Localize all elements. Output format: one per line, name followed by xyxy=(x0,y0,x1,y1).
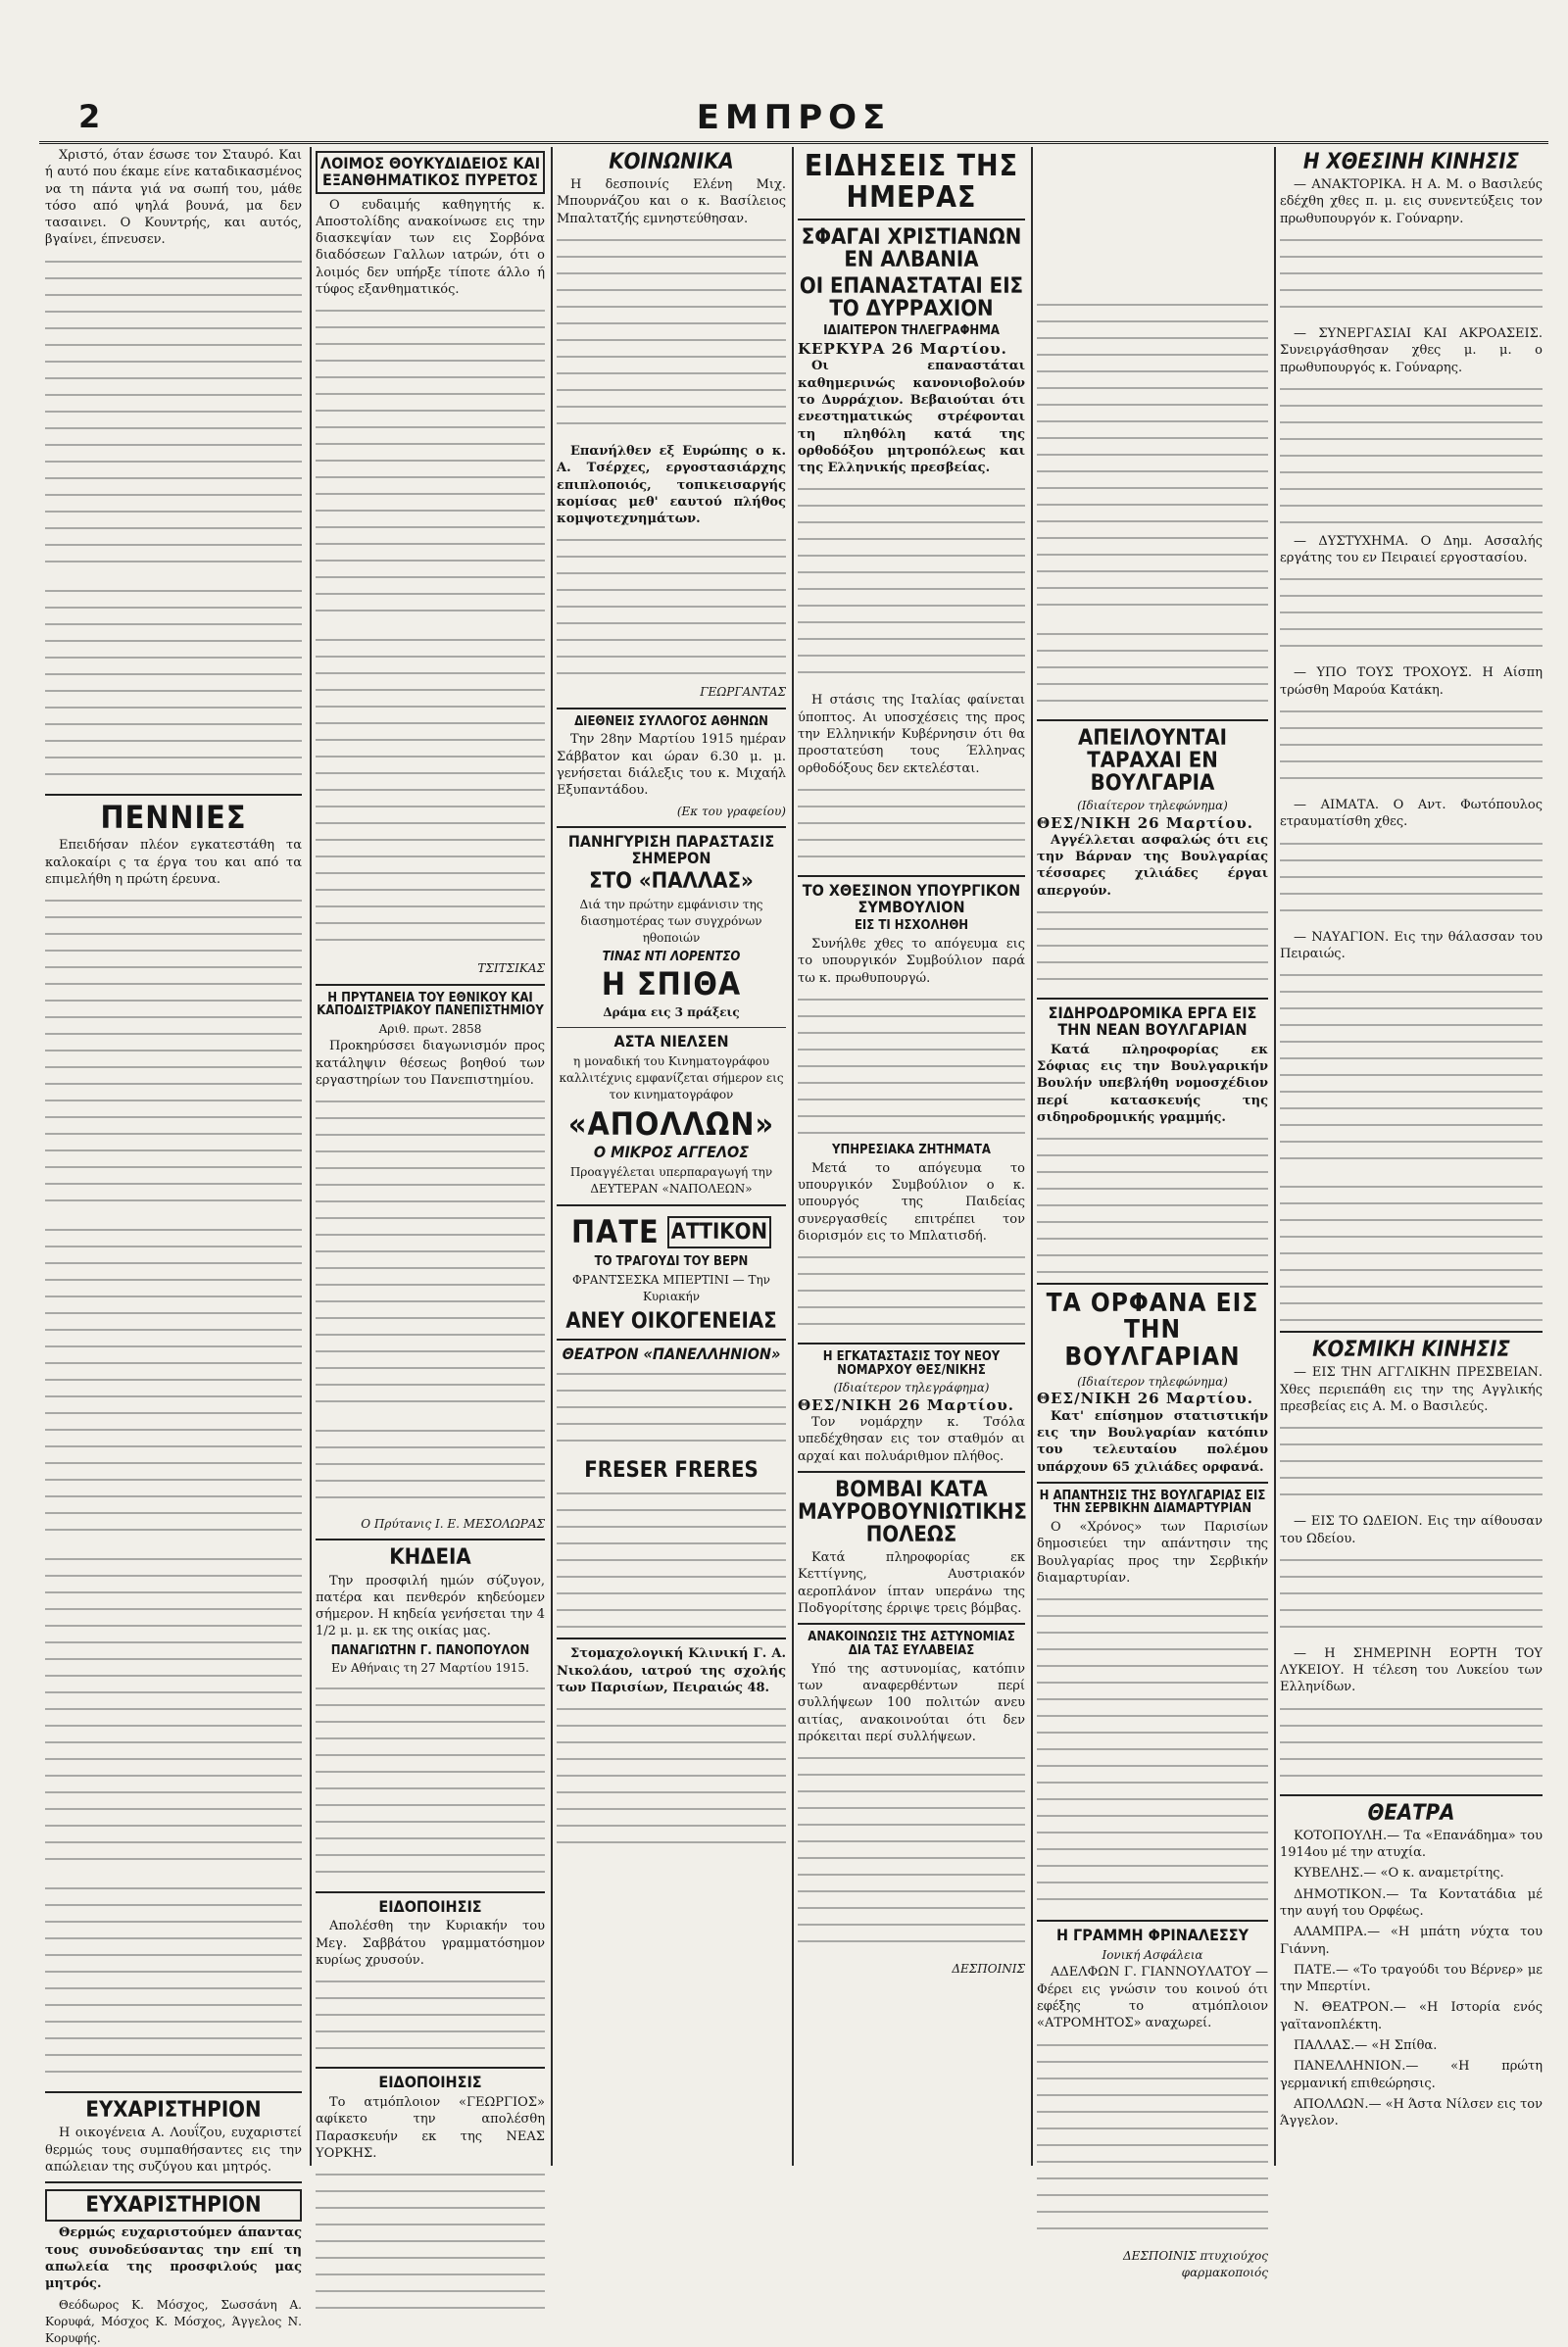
article-lead: Ο ευδαιμής καθηγητής κ. Αποστολίδης ανακοίνωσε εις την διασκεψίαν των εις Σορβόνα διαδόσεων Γαλλων ιατρών, ότι ο λοιμός δεν υπήρξε τίποτε άλλο ή τύφος εξανθηματικός. xyxy=(316,197,545,298)
signature: Ο Πρύτανις Ι. Ε. ΜΕΣΟΛΩΡΑΣ xyxy=(361,1517,545,1532)
section-heading: ΛΟΙΜΟΣ ΘΟΥΚΥΔΙΔΕΙΟΣ ΚΑΙ ΕΞΑΝΘΗΜΑΤΙΚΟΣ ΠΥΡΕΤΟΣ xyxy=(316,151,545,194)
column-rule xyxy=(792,147,794,2166)
article-text: Κατά πληροφορίας εκ Κεττίγνης, Αυστριακόν αεροπλάνον ίπταν υπεράνω της Ποδγορίτσης έρριψε τρεις βόμβας. xyxy=(798,1550,1025,1617)
main-headline: ΣΦΑΓΑΙ ΧΡΙΣΤΙΑΝΩΝ ΕΝ ΑΛΒΑΝΙΑ xyxy=(801,225,1022,273)
article-text: Τον νομάρχην κ. Τσόλα υπεδέχθησαν εις τον σταθμόν αι αρχαί και πολυάριθμον πλήθος. xyxy=(798,1415,1025,1464)
column-3 xyxy=(557,147,786,2166)
banner-space xyxy=(1037,147,1268,294)
text-block xyxy=(1037,904,1268,992)
text-block xyxy=(45,1221,302,1544)
article-text: Κατά πληροφορίας εκ Σόφιας εις την Βουλγαρικήν Βουλήν υπεβλήθη νομοσχέδιον περί κατασκευής της σιδηροδρομικής γραμμής. xyxy=(1037,1042,1268,1125)
article-text: Την 28ην Μαρτίου 1915 ημέραν Σάββατον και ώραν 6.30 μ. μ. γενήσεται διάλεξις του κ. Μιχαήλ Εξυπαντάδου. xyxy=(557,732,786,799)
divider xyxy=(798,219,1025,220)
divider xyxy=(1037,998,1268,1000)
article-text: Υπό της αστυνομίας, κατόπιν των αναφερθέντων περί συλλήψεων 100 πολιτών ανευ αιτίας, ανακοινούται ότι δεν πρόκειται περί συλλήψεων. xyxy=(798,1661,1025,1744)
text-block xyxy=(316,1680,545,1885)
text-block xyxy=(45,582,302,788)
section-heading: ΠΕΝΝΙΕΣ xyxy=(100,798,247,836)
masthead xyxy=(39,96,1548,144)
article-lead: Συνήλθε χθες το απόγευμα εις το υπουργικόν Συμβούλιον παρά τω κ. πρωθυπουργώ. xyxy=(798,937,1025,986)
headline-subtitle: ΕΙΣ ΤΙ ΗΣΧΟΛΗΘΗ xyxy=(854,918,969,934)
news-item: — ΣΥΝΕΡΓΑΣΙΑΙ ΚΑΙ ΑΚΡΟΑΣΕΙΣ. Συνειργάσθησαν χθες μ. μ. ο πρωθυπουργός κ. Γούναρης. xyxy=(1280,325,1543,375)
text-block xyxy=(1037,625,1268,713)
text-block xyxy=(1037,2036,1268,2242)
section-heading: ΕΥΧΑΡΙΣΤΗΡΙΟΝ xyxy=(85,2098,262,2124)
signature: ΓΕΩΡΓΑΝΤΑΣ xyxy=(700,685,786,700)
headline-subtitle: Ιονική Ασφάλεια xyxy=(1102,1948,1203,1963)
text-block xyxy=(1280,380,1543,527)
section-heading: Η ΧΘΕΣΙΝΗ ΚΙΝΗΣΙΣ xyxy=(1302,150,1520,174)
column-1 xyxy=(45,147,302,2346)
newspaper-title: ΕΜΠΡΟΣ xyxy=(696,98,892,137)
text-block xyxy=(316,1973,545,2061)
divider xyxy=(798,1343,1025,1345)
signature: ΤΣΙΤΣΙΚΑΣ xyxy=(477,961,545,976)
news-item: — ΑΝΑΚΤΟΡΙΚΑ. Η Α. Μ. ο Βασιλεύς εδέχθη χθες π. μ. εις συνεντεύξεις τον πρωθυπουργόν κ. Γούναρην. xyxy=(1280,177,1543,226)
text-block xyxy=(1280,835,1543,923)
article-text: Την προσφιλή ημών σύζυγον, πατέρα και πενθερόν κηδεύομεν σήμερον. Η κηδεία γενήσεται την 4 1/2 μ. μ. εκ της οικίας μας. xyxy=(316,1573,545,1639)
divider xyxy=(1037,719,1268,721)
article-lead: Αγγέλλεται ασφαλώς ότι εις την Βάρναν της Βουλγαρίας τέσσαρες χιλιάδες έργαι απεργούν. xyxy=(1037,832,1268,899)
article-text: Επανήλθεν εξ Ευρώπης ο κ. Α. Τσέρχες, εργοστασιάρχης επιπλοποιός, τοπικεισαργής κομίσας μεθ' εαυτού πλήθος κομψοτεχνημάτων. xyxy=(557,443,786,527)
theatre-list xyxy=(1280,1828,1543,2130)
note: (Εκ του γραφείου) xyxy=(676,804,786,818)
article-text: Μετά το απόγευμα το υπουργικόν Συμβούλιον ο κ. υπουργός της Παιδείας συνεργασθείς επιτρέπει τον διορισμόν εις το Μπλατισδή. xyxy=(798,1160,1025,1244)
ad-title: ΑΝΕΥ ΟΙΚΟΓΕΝΕΙΑΣ xyxy=(565,1308,777,1334)
text-block xyxy=(316,2166,545,2313)
news-item: — ΥΠΟ ΤΟΥΣ ΤΡΟΧΟΥΣ. Η Αίσπη τρώσθη Μαρούα Κατάκη. xyxy=(1280,665,1543,698)
page-number: 2 xyxy=(78,98,101,135)
text-block xyxy=(798,991,1025,1138)
text-block xyxy=(1280,1419,1543,1507)
divider xyxy=(316,1539,545,1540)
section-heading: ΣΙΔΗΡΟΔΡΟΜΙΚΑ ΕΡΓΑ ΕΙΣ ΤΗΝ ΝΕΑΝ ΒΟΥΛΓΑΡΙΑΝ xyxy=(1048,1003,1257,1039)
section-heading: Η ΠΡΥΤΑΝΕΙΑ ΤΟΥ ΕΘΝΙΚΟΥ ΚΑΙ ΚΑΠΟΔΙΣΤΡΙΑΚΟΥ ΠΑΝΕΠΙΣΤΗΜΙΟΥ xyxy=(317,990,544,1019)
article-text: Θερμώς ευχαριστούμεν άπαντας τους συνοδεύσαντας την επί τη απωλεία της προσφιλούς μας μητρός. xyxy=(45,2225,302,2292)
text-block xyxy=(316,1422,545,1510)
headline-subtitle: (Ιδιαίτερον τηλεγράφημα) xyxy=(833,1381,990,1395)
signature: ΔΕΣΠΟΙΝΙΣ xyxy=(952,1962,1025,1977)
theatre-listing: ΑΠΟΛΛΩΝ.— «Η Άστα Νίλσεν εις τον Άγγελον. xyxy=(1280,2096,1543,2129)
divider xyxy=(316,2067,545,2069)
column-6 xyxy=(1280,147,1543,2166)
ad-subtitle: Δράμα εις 3 πράξεις xyxy=(603,1004,740,1019)
section-heading: ΑΝΑΚΟΙΝΩΣΙΣ ΤΗΣ ΑΣΤΥΝΟΜΙΑΣ ΔΙΑ ΤΑΣ ΕΥΛΑΒΕΙΑΣ xyxy=(808,1630,1015,1658)
news-item: — Η ΣΗΜΕΡΙΝΗ ΕΟΡΤΗ ΤΟΥ ΛΥΚΕΙΟΥ. Η τέλεση του Λυκείου των Ελληνίδων. xyxy=(1280,1645,1543,1695)
ad-subtitle: ΤΟ ΤΡΑΓΟΥΔΙ ΤΟΥ ΒΕΡΝ xyxy=(594,1254,749,1270)
article-text: Ο «Χρόνος» των Παρισίων δημοσιεύει την απάντησιν της Βουλγαρίας προς την Σερβικήν διαμαρτυρίαν. xyxy=(1037,1520,1268,1586)
signature: ΔΕΣΠΟΙΝΙΣ πτυχιούχος φαρμακοποιός xyxy=(1122,2248,1268,2279)
section-heading: Η ΕΓΚΑΤΑΣΤΑΣΙΣ ΤΟΥ ΝΕΟΥ ΝΟΜΑΡΧΟΥ ΘΕΣ/ΝΙΚΗΣ xyxy=(822,1349,1001,1378)
text-block xyxy=(1037,1590,1268,1914)
ad-title: Ο ΜΙΚΡΟΣ ΑΓΓΕΛΟΣ xyxy=(593,1143,750,1162)
section-heading: ΕΥΧΑΡΙΣΤΗΡΙΟΝ xyxy=(45,2189,302,2222)
section-heading: Η ΑΠΑΝΤΗΣΙΣ ΤΗΣ ΒΟΥΛΓΑΡΙΑΣ ΕΙΣ ΤΗΝ ΣΕΡΒΙΚΗΝ ΔΙΑΜΑΡΤΥΡΙΑΝ xyxy=(1039,1488,1266,1517)
dateline: ΘΕΣ/ΝΙΚΗ 26 Μαρτίου. xyxy=(1037,1390,1253,1408)
text-block xyxy=(1280,231,1543,319)
text-block xyxy=(1280,1551,1543,1639)
article-lead: Η δεσποινίς Ελένη Μιχ. Μπουρνάζου και ο κ. Βασίλειος Μπαλτατζής εμνηστεύθησαν. xyxy=(557,177,786,226)
text-block xyxy=(1037,1130,1268,1277)
divider xyxy=(1037,1920,1268,1922)
divider xyxy=(1037,1482,1268,1484)
ad-text: ΦΡΑΝΤΣΕΣΚΑ ΜΠΕΡΤΙΝΙ — Την Κυριακήν xyxy=(572,1272,770,1304)
section-heading: ΤΑ ΟΡΦΑΝΑ ΕΙΣ ΤΗΝ ΒΟΥΛΓΑΡΙΑΝ xyxy=(1046,1289,1259,1372)
divider xyxy=(316,984,545,986)
news-item: — ΕΙΣ ΤΗΝ ΑΓΓΛΙΚΗΝ ΠΡΕΣΒΕΙΑΝ. Χθες περιεπάθη εις την της Αγγλικής πρεσβείας εις Α. Μ. ο Βασιλεύς. xyxy=(1280,1365,1543,1414)
headline-subtitle: ΙΔΙΑΙΤΕΡΟΝ ΤΗΛΕΓΡΑΦΗΜΑ xyxy=(823,323,1000,339)
ad-title: ΠΑΤΕ xyxy=(570,1212,660,1250)
main-headline: ΟΙ ΕΠΑΝΑΣΤΑΤΑΙ ΕΙΣ ΤΟ ΔΥΡΡΑΧΙΟΝ xyxy=(799,274,1024,322)
column-5 xyxy=(1037,147,1268,2279)
article-text: Απολέσθη την Κυριακήν του Μεγ. Σαββάτου γραμματόσημον κυρίως χρυσούν. xyxy=(316,1919,545,1969)
ad-title: FRESER FRERES xyxy=(584,1458,759,1484)
ad-text: η μοναδική του Κινηματογράφου καλλιτέχνις εμφανίζεται σήμερον εις τον κινηματογράφον xyxy=(559,1053,784,1102)
text-block xyxy=(557,531,786,678)
text-block xyxy=(557,1485,786,1632)
theatre-listing: ΠΑΤΕ.— «Το τραγούδι του Βέρνερ» με την Μπερτίνι. xyxy=(1280,1962,1543,1995)
column-2 xyxy=(316,147,545,2166)
divider xyxy=(557,826,786,828)
article-text: Χριστό, όταν έσωσε τον Σταυρό. Και ή αυτό που έκαμε είνε καταδικασμένος να τη πάντα γιά να σωπή του, μάθε τόσο από ψηλά βουνά, μα δεν τασαινει. Ο Κουντρής, και αυτός, βγαίνει, έπνευσεν. xyxy=(45,148,302,248)
divider xyxy=(557,1204,786,1206)
news-item: — ΕΙΣ ΤΟ ΩΔΕΙΟΝ. Εις την αίθουσαν του Ωδείου. xyxy=(1280,1514,1543,1546)
headline-subtitle: (Ιδιαίτερον τηλεφώνημα) xyxy=(1077,1375,1228,1390)
divider xyxy=(557,1027,786,1028)
divider xyxy=(557,1638,786,1639)
text-block xyxy=(45,1550,302,1874)
ad-actress: ΤΙΝΑΣ ΝΤΙ ΛΟΡΕΝΤΣΟ xyxy=(602,950,741,965)
ad-title: ΣΤΟ «ΠΑΛΛΑΣ» xyxy=(589,869,754,895)
text-block xyxy=(316,302,545,625)
divider xyxy=(1280,1794,1543,1796)
theatre-listing: ΚΟΤΟΠΟΥΛΗ.— Τα «Επανάδημα» του 1914ου μέ την ατυχία. xyxy=(1280,1828,1543,1861)
news-item: — ΝΑΥΑΓΙΟΝ. Εις την θάλασσαν του Πειραιώς. xyxy=(1280,929,1543,961)
text-block xyxy=(45,1880,302,2085)
text-block xyxy=(316,631,545,954)
theatre-listing: Ν. ΘΕΑΤΡΟΝ.— «Η Ιστορία ενός γαϊτανοπλέκτη. xyxy=(1280,2000,1543,2032)
text-block xyxy=(798,480,1025,686)
section-heading: ΥΠΗΡΕΣΙΑΚΑ ΖΗΤΗΜΑΤΑ xyxy=(832,1143,991,1157)
section-heading: ΚΟΣΜΙΚΗ ΚΙΝΗΣΙΣ xyxy=(1312,1338,1510,1363)
column-rule xyxy=(1031,147,1033,2166)
ad-title: Η ΣΠΙΘΑ xyxy=(601,965,742,1003)
article-lead: Οι επαναστάται καθημερινώς κανονιοβολούν το Δυρράχιον. Βεβαιούται ότι ενεστηματικώς στρέφονται τη πληθόλη κατά της ορθοδόξου μητροπόλεως και της Ελληνικής πρεσβείας. xyxy=(798,359,1025,476)
text-block xyxy=(557,1365,786,1453)
ad-header xyxy=(557,1212,786,1252)
ad-text: Προαγγέλεται υπερπαραγωγή την ΔΕΥΤΕΡΑΝ «ΝΑΠΟΛΕΩΝ» xyxy=(569,1165,773,1197)
deceased-name: ΠΑΝΑΓΙΩΤΗΝ Γ. ΠΑΝΟΠΟΥΛΟΝ xyxy=(330,1642,530,1658)
text-block xyxy=(316,1093,545,1416)
divider xyxy=(45,2181,302,2183)
section-heading: ΒΟΜΒΑΙ ΚΑΤΑ ΜΑΥΡΟΒΟΥΝΙΩΤΙΚΗΣ ΠΟΛΕΩΣ xyxy=(798,1477,1027,1548)
article-text: Το ατμόπλοιον «ΓΕΩΡΓΙΟΣ» αφίκετο την απολέσθη Παρασκευήν εκ της ΝΕΑΣ ΥΟΡΚΗΣ. xyxy=(316,2095,545,2162)
signature: Θεόδωρος Κ. Μόσχος, Σωσσάνη Α. Κορυφά, Μόσχος Κ. Μόσχος, Άγγελος Ν. Κορυφής. xyxy=(45,2297,302,2346)
theatre-listing: ΠΑΛΛΑΣ.— «Η Σπίθα. xyxy=(1294,2038,1438,2054)
text-block xyxy=(557,231,786,437)
theatre-listing: ΔΗΜΟΤΙΚΟΝ.— Τα Κοντατάδια μέ την αυγή του Ορφέως. xyxy=(1280,1886,1543,1919)
banner-headline: ΕΙΔΗΣΕΙΣ ΤΗΣ ΗΜΕΡΑΣ xyxy=(804,149,1019,215)
text-block xyxy=(1280,1700,1543,1788)
ad-text: Διά την πρώτην εμφάνισιν της διασημοτέρας των συγχρόνων ηθοποιών xyxy=(579,897,763,946)
divider xyxy=(798,875,1025,877)
column-rule xyxy=(551,147,553,2166)
text-block xyxy=(798,1749,1025,1955)
ad-title: ΑΤΤΙΚΟΝ xyxy=(667,1216,771,1248)
notice-date: Εν Αθήναις τη 27 Μαρτίου 1915. xyxy=(331,1661,529,1676)
article-text: Στομαχολογική Κλινική Γ. Α. Νικολάου, ιατρού της σχολής των Παρισίων, Πειραιώς 48. xyxy=(557,1646,786,1696)
divider xyxy=(557,1339,786,1341)
divider xyxy=(45,2091,302,2093)
news-item: — ΔΥΣΤΥΧΗΜΑ. Ο Δημ. Ασσαλής εργάτης του εν Πειραιεί εργοστασίου. xyxy=(1280,533,1543,566)
section-heading: ΔΙΕΘΝΕΙΣ ΣΥΛΛΟΓΟΣ ΑΘΗΝΩΝ xyxy=(574,713,768,729)
dateline: ΘΕΣ/ΝΙΚΗ 26 Μαρτίου. xyxy=(1037,813,1253,832)
theatre-listing: ΠΑΝΕΛΛΗΝΙΟΝ.— «Η πρώτη γερμανική επιθεώρησις. xyxy=(1280,2059,1543,2091)
section-heading: Η ΓΡΑΜΜΗ ΦΡΙΝΑΛΕΣΣΥ xyxy=(1055,1926,1249,1945)
text-block xyxy=(1280,1178,1543,1325)
ad-title: ΑΣΤΑ ΝΙΕΛΣΕΝ xyxy=(613,1032,729,1051)
section-heading: ΑΠΕΙΛΟΥΝΤΑΙ ΤΑΡΑΧΑΙ ΕΝ ΒΟΥΛΓΑΡΙΑ xyxy=(1078,726,1227,797)
divider xyxy=(1037,1283,1268,1285)
reference-number: Αριθ. πρωτ. 2858 xyxy=(378,1021,482,1036)
text-block xyxy=(45,892,302,1215)
divider xyxy=(557,708,786,709)
ad-cinema-name: «ΑΠΟΛΛΩΝ» xyxy=(567,1104,775,1143)
section-heading: ΚΗΔΕΙΑ xyxy=(389,1545,471,1571)
dateline: ΘΕΣ/ΝΙΚΗ 26 Μαρτίου. xyxy=(798,1395,1014,1414)
news-item: — ΑΙΜΑΤΑ. Ο Αντ. Φωτόπουλος ετραυματίσθη χθες. xyxy=(1280,798,1543,830)
divider xyxy=(45,794,302,796)
article-text: Η οικογένεια Α. Λουΐζου, ευχαριστεί θερμώς τους συμπαθήσαντες εις την απώλειαν της συζύγου και μητρός. xyxy=(45,2126,302,2175)
text-block xyxy=(1280,966,1543,1172)
divider xyxy=(316,1891,545,1893)
headline-subtitle: (Ιδιαίτερον τηλεφώνημα) xyxy=(1077,799,1228,813)
article-text: ΑΔΕΛΦΩΝ Γ. ΓΙΑΝΝΟΥΛΑΤΟΥ — Φέρει εις γνώσιν του κοινού ότι εφέξης το ατμόπλοιον «ΑΤΡΟΜΗΤΟΣ» αναχωρεί. xyxy=(1037,1965,1268,2031)
section-heading: ΕΙΔΟΠΟΙΗΣΙΣ xyxy=(378,2073,482,2092)
section-heading: ΘΕΑΤΡΑ xyxy=(1367,1800,1455,1826)
section-heading: ΚΟΙΝΩΝΙΚΑ xyxy=(609,150,734,174)
divider xyxy=(1280,1331,1543,1333)
column-rule xyxy=(1274,147,1276,2166)
text-block xyxy=(557,1700,786,1847)
section-heading: ΤΟ ΧΘΕΣΙΝΟΝ ΥΠΟΥΡΓΙΚΟΝ ΣΥΜΒΟΥΛΙΟΝ xyxy=(802,880,1021,916)
section-heading: ΠΑΝΗΓΥΡΙΣΗ ΠΑΡΑΣΤΑΣΙΣ ΣΗΜΕΡΟΝ xyxy=(567,831,775,867)
divider xyxy=(798,1471,1025,1473)
column-4 xyxy=(798,147,1025,2166)
text-block xyxy=(45,253,302,576)
section-heading: ΕΙΔΟΠΟΙΗΣΙΣ xyxy=(378,1896,482,1916)
text-block xyxy=(798,781,1025,869)
text-block xyxy=(1037,296,1268,619)
dateline: ΚΕΡΚΥΡΑ 26 Μαρτίου. xyxy=(798,340,1007,359)
text-block xyxy=(798,1248,1025,1337)
theatre-listing: ΑΛΑΜΠΡΑ.— «Η μπάτη νύχτα του Γιάννη. xyxy=(1280,1925,1543,1957)
divider xyxy=(798,1623,1025,1625)
column-rule xyxy=(310,147,312,2166)
text-block xyxy=(1280,570,1543,659)
section-heading: ΘΕΑΤΡΟΝ «ΠΑΝΕΛΛΗΝΙΟΝ» xyxy=(562,1344,781,1363)
article-lead: Προκηρύσσει διαγωνισμόν προς κατάληψιν θέσεως βοηθού των εργαστηρίων του Πανεπιστημίου. xyxy=(316,1039,545,1088)
article-text: Κατ' επίσημον στατιστικήν εις την Βουλγαρίαν κατόπιν του τελευταίου πολέμου υπάρχουν 65 χιλιάδες ορφανά. xyxy=(1037,1408,1268,1475)
theatre-listing: ΚΥΒΕΛΗΣ.— «Ο κ. αναμετρίτης. xyxy=(1294,1866,1504,1882)
article-text: Η στάσις της Ιταλίας φαίνεται ύποπτος. Αι υποσχέσεις της προς την Ελληνικήν Κυβέρνησιν ότι θα προστατεύση τους Έλληνας ορθοδόξους δεν εκτελέσται. xyxy=(798,693,1025,776)
text-block xyxy=(1280,703,1543,791)
article-lead: Επειδήσαν πλέον εγκατεστάθη τα καλοκαίρι ς τα έργα του και από τα επιμελήθη η πρώτη έρευνα. xyxy=(45,838,302,887)
